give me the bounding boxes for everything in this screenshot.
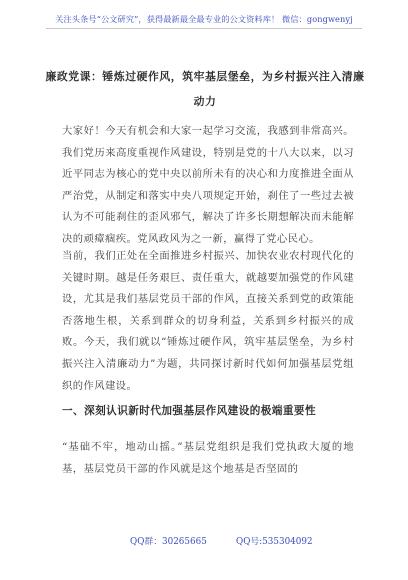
section-heading-1: 一、深刻认识新时代加强基层作风建设的极端重要性: [62, 405, 317, 417]
paragraph-context: 当前，我们正处在全面推进乡村振兴、加快农业农村现代化的关键时期。越是任务艰巨、责任重大，就越要加强党的作风建设，尤其是我们基层党员干部的作风，直接关系到党的政策能否落地生根，关系到群众的切身利益，关系到乡村振兴的成败。今天，我们就以“锤炼过硬作风，筑牢基层堡垒，为乡村振兴注入清廉动力”为题，共同探讨新时代如何加强基层党组织的作风建设。: [62, 250, 354, 392]
paragraph-section-1: “基础不牢，地动山摇。”基层党组织是我们党执政大厦的地基，基层党员干部的作风就是这个地基是否坚固的: [62, 441, 354, 475]
footer-qq-number[interactable]: QQ号:535304092: [236, 537, 313, 547]
document-title: 廉政党课：锤炼过硬作风，筑牢基层堡垒，为乡村振兴注入清廉动力: [45, 70, 365, 108]
header-banner[interactable]: 关注头条号“公文研究”，获得最新最全最专业的公文资料库！ 微信：gongwenyj: [55, 14, 353, 24]
paragraph-intro: 大家好！今天有机会和大家一起学习交流，我感到非常高兴。我们党历来高度重视作风建设，特别是党的十八大以来，以习近平同志为核心的党中央以前所未有的决心和力度推进全面从严治党，从制定和落实中央八项规定开始，刹住了一些过去被认为不可能刹住的歪风邪气，解决了许多长期想解决而未能解决的顽瘴痼疾。党风政风为之一新，赢得了党心民心。: [62, 125, 354, 245]
header-divider: [46, 28, 362, 29]
footer-qq-group[interactable]: QQ群：30265665: [130, 537, 207, 547]
